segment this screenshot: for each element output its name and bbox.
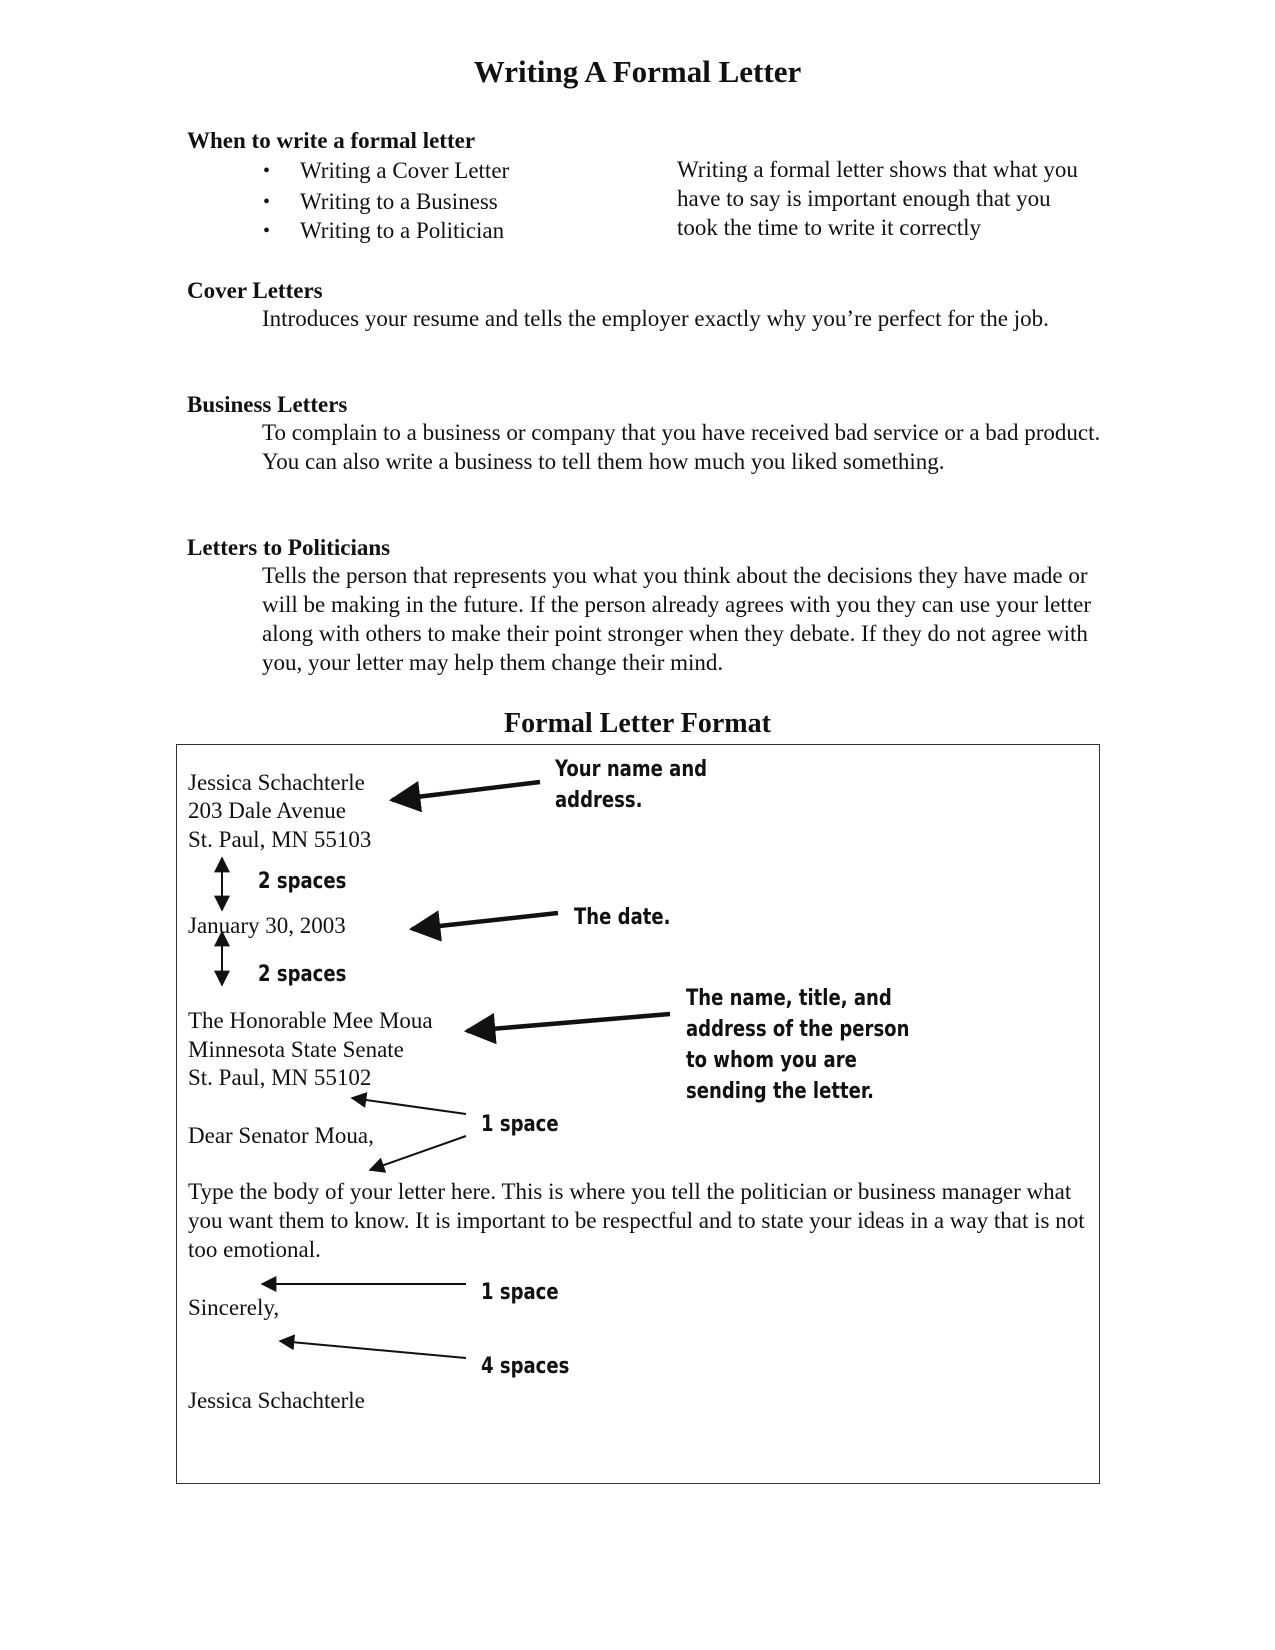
signature: Jessica Schachterle [188, 1388, 365, 1413]
annotation-space-salutation: 1 space [481, 1112, 559, 1137]
recipient-org: Minnesota State Senate [188, 1037, 404, 1062]
section-heading-cover-letters: Cover Letters [187, 278, 323, 303]
recipient-name: The Honorable Mee Moua [188, 1008, 433, 1033]
sender-street: 203 Dale Avenue [188, 798, 346, 823]
annotation-recipient-line4: sending the letter. [686, 1079, 875, 1104]
arrow-sender [392, 782, 540, 800]
arrow-signature [280, 1341, 466, 1358]
annotation-sender-line2: address. [555, 788, 643, 813]
list-item: Writing a Cover Letter [300, 158, 510, 183]
arrow-salutation-down [370, 1136, 466, 1170]
annotation-date: The date. [574, 905, 671, 930]
sender-city: St. Paul, MN 55103 [188, 827, 372, 852]
when-heading: When to write a formal letter [187, 128, 476, 153]
annotation-spaces-1: 2 spaces [258, 869, 347, 894]
section-heading-letters-to-politicians: Letters to Politicians [187, 535, 391, 560]
letter-date: January 30, 2003 [188, 913, 346, 938]
section-heading-business-letters: Business Letters [187, 392, 348, 417]
annotation-recipient-line3: to whom you are [686, 1048, 857, 1073]
annotation-spaces-2: 2 spaces [258, 962, 347, 987]
closing: Sincerely, [188, 1295, 280, 1320]
section-body-letters-to-politicians: Tells the person that represents you what you think about the decisions they have made or will be making in the future. If the person already agrees with you they can use your letter along with others to make their point stronger when they debate. If they do not agree with you, your letter may help them change their mind. [262, 563, 1091, 675]
annotation-recipient-line1: The name, title, and [686, 986, 892, 1011]
sender-name: Jessica Schachterle [188, 770, 365, 795]
arrow-recipient [467, 1014, 670, 1031]
annotation-sender-line1: Your name and [555, 757, 708, 782]
annotation-space-closing: 1 space [481, 1280, 559, 1305]
bullet: • [263, 160, 271, 182]
page-title: Writing A Formal Letter [473, 54, 802, 89]
side-note: Writing a formal letter shows that what you have to say is important enough that you took the time to write it correctly [677, 157, 1078, 240]
list-item: Writing to a Business [300, 189, 498, 214]
section-body-cover-letters: Introduces your resume and tells the employer exactly why you’re perfect for the job. [262, 306, 1049, 331]
list-item: Writing to a Politician [300, 218, 505, 243]
bullet: • [263, 220, 271, 242]
arrow-salutation-up [352, 1098, 466, 1114]
recipient-city: St. Paul, MN 55102 [188, 1065, 372, 1090]
letter-body: Type the body of your letter here. This is where you tell the politician or business manager what you want them to know. It is important to be respectful and to state your ideas in a way that is not too emotional. [188, 1179, 1085, 1262]
section-body-business-letters: To complain to a business or company that you have received bad service or a bad product. You can also write a business to tell them how much you liked something. [262, 420, 1101, 474]
bullet: • [263, 191, 271, 213]
format-heading: Formal Letter Format [504, 708, 771, 739]
salutation: Dear Senator Moua, [188, 1123, 374, 1148]
annotation-spaces-signature: 4 spaces [481, 1354, 570, 1379]
annotation-recipient-line2: address of the person [686, 1017, 910, 1042]
arrow-date [412, 913, 558, 929]
